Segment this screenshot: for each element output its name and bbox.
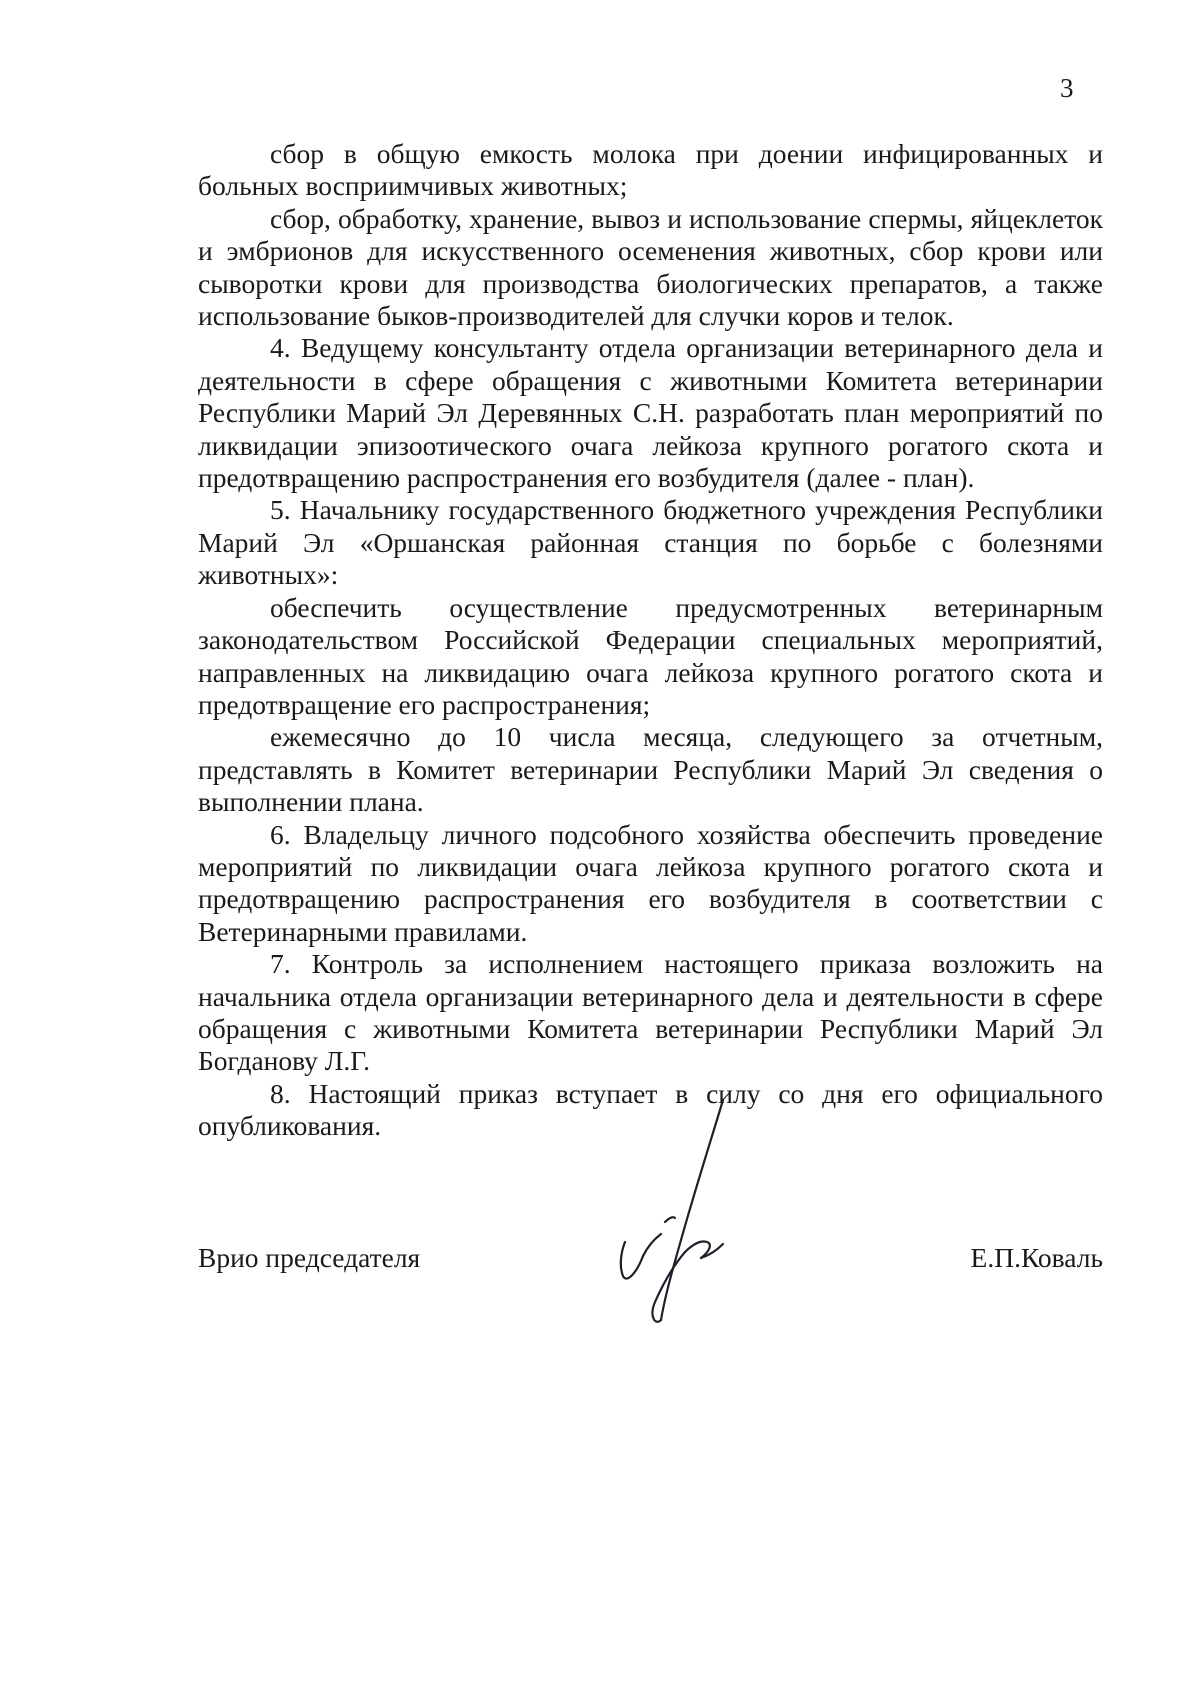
paragraph-item-7: 7. Контроль за исполнением настоящего приказа возложить на начальника отдела организации ветеринарного дела и деятельности в сфере обращения с животными Комитета ветеринарии Республики Марий Эл Богданову Л.Г. — [198, 948, 1103, 1077]
signature-block — [198, 1090, 1103, 1330]
paragraph-milk-collection: сбор в общую емкость молока при доении инфицированных и больных восприимчивых животных; — [198, 138, 1103, 202]
handwritten-signature — [603, 1090, 743, 1330]
signatory-position: Врио председателя — [198, 1242, 421, 1273]
document-body — [198, 138, 1103, 1143]
paragraph-item-4: 4. Ведущему консультанту отдела организации ветеринарного дела и деятельности в сфере обращения с животными Комитета ветеринарии Республики Марий Эл Деревянных С.Н. разработать план мероприятий по ликвидации эпизоотического очага лейкоза крупного рогатого скота и предотвращению распространения его возбудителя (далее - план). — [198, 332, 1103, 494]
signatory-name: Е.П.Коваль — [970, 1242, 1103, 1273]
paragraph-item-5-monthly: ежемесячно до 10 числа месяца, следующего за отчетным, представлять в Комитет ветеринарии Республики Марий Эл сведения о выполнении плана. — [198, 721, 1103, 818]
paragraph-item-5-ensure: обеспечить осуществление предусмотренных ветеринарным законодательством Российской Федерации специальных мероприятий, направленных на ликвидацию очага лейкоза крупного рогатого скота и предотвращение его распространения; — [198, 591, 1103, 720]
paragraph-item-6: 6. Владельцу личного подсобного хозяйства обеспечить проведение мероприятий по ликвидации очага лейкоза крупного рогатого скота и предотвращению распространения его возбудителя в соответствии с Ветеринарными правилами. — [198, 818, 1103, 947]
paragraph-item-8: 8. Настоящий приказ вступает в силу со дня его официального опубликования. — [198, 1077, 1103, 1142]
page-number: 3 — [1060, 73, 1074, 103]
paragraph-item-5: 5. Начальнику государственного бюджетного учреждения Республики Марий Эл «Оршанская районная станция по борьбе с болезнями животных»: — [198, 494, 1103, 591]
paragraph-sperm-collection: сбор, обработку, хранение, вывоз и использование спермы, яйцеклеток и эмбрионов для искусственного осеменения животных, сбор крови или сыворотки крови для производства биологических препаратов, а также использование быков-производителей для случки коров и телок. — [198, 202, 1103, 332]
